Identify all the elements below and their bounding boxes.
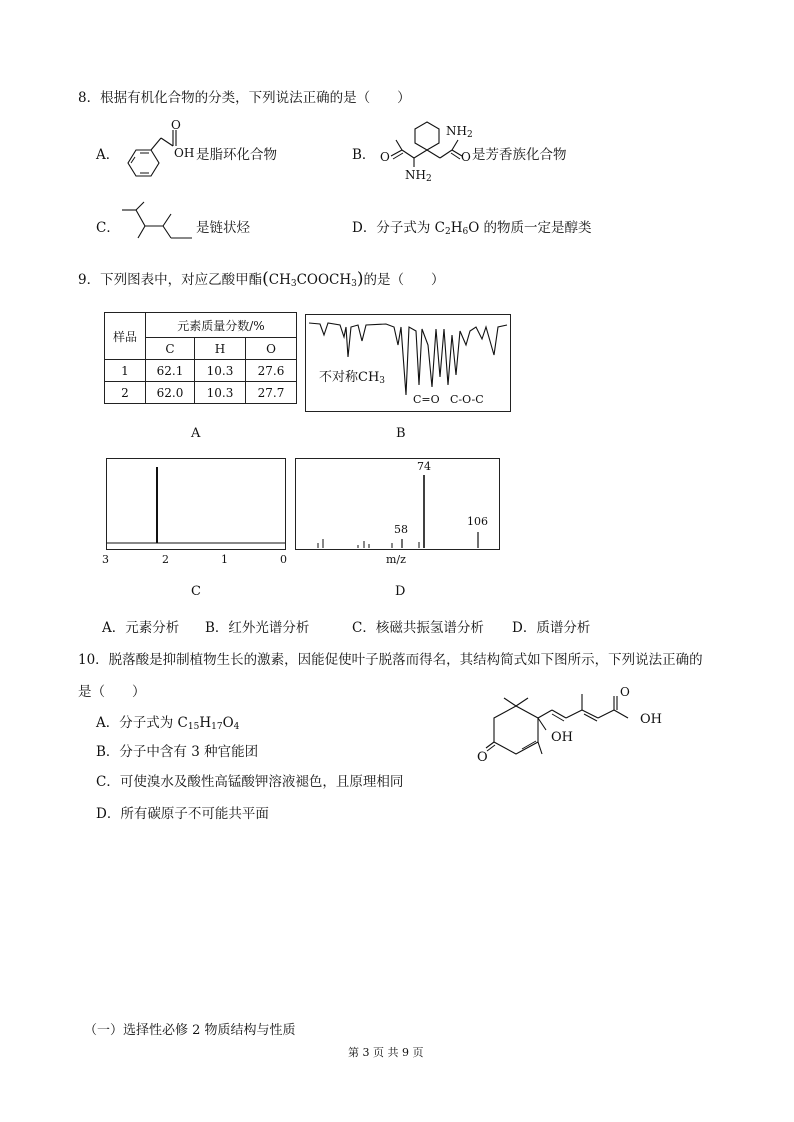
struct-oh-acid: OH [640, 712, 662, 727]
q9-option-b: B．红外光谱分析 [205, 620, 310, 636]
q10-option-d: D．所有碳原子不可能共平面 [96, 806, 269, 822]
ir-coc-label: C-O-C [450, 393, 484, 406]
element-analysis-table [104, 312, 297, 404]
q9-stem: 9．下列图表中，对应乙酸甲酯$(CH_3COOCH_3)$的是（ ） [78, 269, 445, 289]
fig-label-d: D [395, 584, 406, 599]
nmr-tick-3: 3 [102, 553, 109, 566]
struct-o-top: O [620, 685, 630, 699]
q10-option-b: B．分子中含有 3 种官能团 [96, 744, 259, 760]
fig-label-c: C [191, 584, 201, 599]
q8-option-a-text: 是脂环化合物 [196, 147, 277, 163]
q8-a-o: O [171, 118, 181, 132]
ms-axis-label: m/z [386, 553, 406, 566]
table-group-header: 元素质量分数/% [146, 313, 297, 338]
q8-c-structure [118, 198, 198, 248]
q10-stem-line1: 10．脱落酸是抑制植物生长的激素，因能促使叶子脱落而得名，其结构简式如下图所示，下列说法正确的 [78, 652, 703, 668]
ir-co-label: C=O [413, 393, 440, 406]
nmr-tick-2: 2 [162, 553, 169, 566]
table-col-h: H [195, 338, 246, 360]
ms-peak-74: 74 [417, 460, 431, 473]
abscisic-acid-structure [476, 686, 676, 776]
ms-peak-106: 106 [467, 515, 488, 528]
q8-option-d: D．分子式为 $C_2H_6O$ 的物质一定是醇类 [352, 220, 592, 237]
fig-label-a: A [191, 426, 201, 441]
table-row: 2 62.0 10.3 27.7 [105, 382, 297, 404]
q8-option-a-label: A． [96, 147, 120, 163]
page-footer: 第 3 页 共 9 页 [348, 1046, 424, 1059]
nmr-peaks [107, 459, 285, 549]
q8-option-b-label: B． [352, 147, 376, 163]
q9-option-d: D．质谱分析 [512, 620, 591, 636]
struct-oh: OH [551, 730, 573, 745]
mass-spectrum [295, 458, 500, 550]
q8-b-nh2-top: $NH_2$ [446, 124, 473, 140]
nmr-tick-0: 0 [280, 553, 287, 566]
q8-b-nh2-bot: $NH_2$ [405, 168, 432, 184]
table-row: 1 62.1 10.3 27.6 [105, 360, 297, 382]
q8-option-b-text: 是芳香族化合物 [472, 147, 567, 163]
struct-o-ring: O [477, 750, 488, 765]
q8-stem: 8．根据有机化合物的分类，下列说法正确的是（ ） [78, 90, 411, 106]
section-title: （一）选择性必修 2 物质结构与性质 [84, 1023, 296, 1038]
table-col-o: O [246, 338, 297, 360]
table-col-c: C [146, 338, 195, 360]
q8-option-c-label: C． [96, 220, 120, 236]
q8-a-oh: OH [174, 146, 195, 160]
q9-option-c: C．核磁共振氢谱分析 [352, 620, 484, 636]
nmr-tick-1: 1 [221, 553, 228, 566]
fig-label-b: B [396, 426, 406, 441]
ms-peak-58: 58 [394, 523, 408, 536]
table-sample-header: 样品 [105, 313, 146, 360]
ir-asym-label: 不对称$CH_3$ [319, 370, 386, 386]
q8-b-o-left: O [380, 150, 390, 164]
q8-option-c-text: 是链状烃 [196, 220, 250, 236]
q8-b-o-right: O [461, 150, 471, 164]
q10-option-a: A．分子式为 $C_{15}H_{17}O_4$ [96, 715, 240, 732]
q9-option-a: A．元素分析 [102, 620, 180, 636]
q10-stem-line2: 是（ ） [78, 684, 146, 700]
q10-option-c: C．可使溴水及酸性高锰酸钾溶液褪色，且原理相同 [96, 774, 404, 790]
nmr-spectrum [106, 458, 286, 550]
